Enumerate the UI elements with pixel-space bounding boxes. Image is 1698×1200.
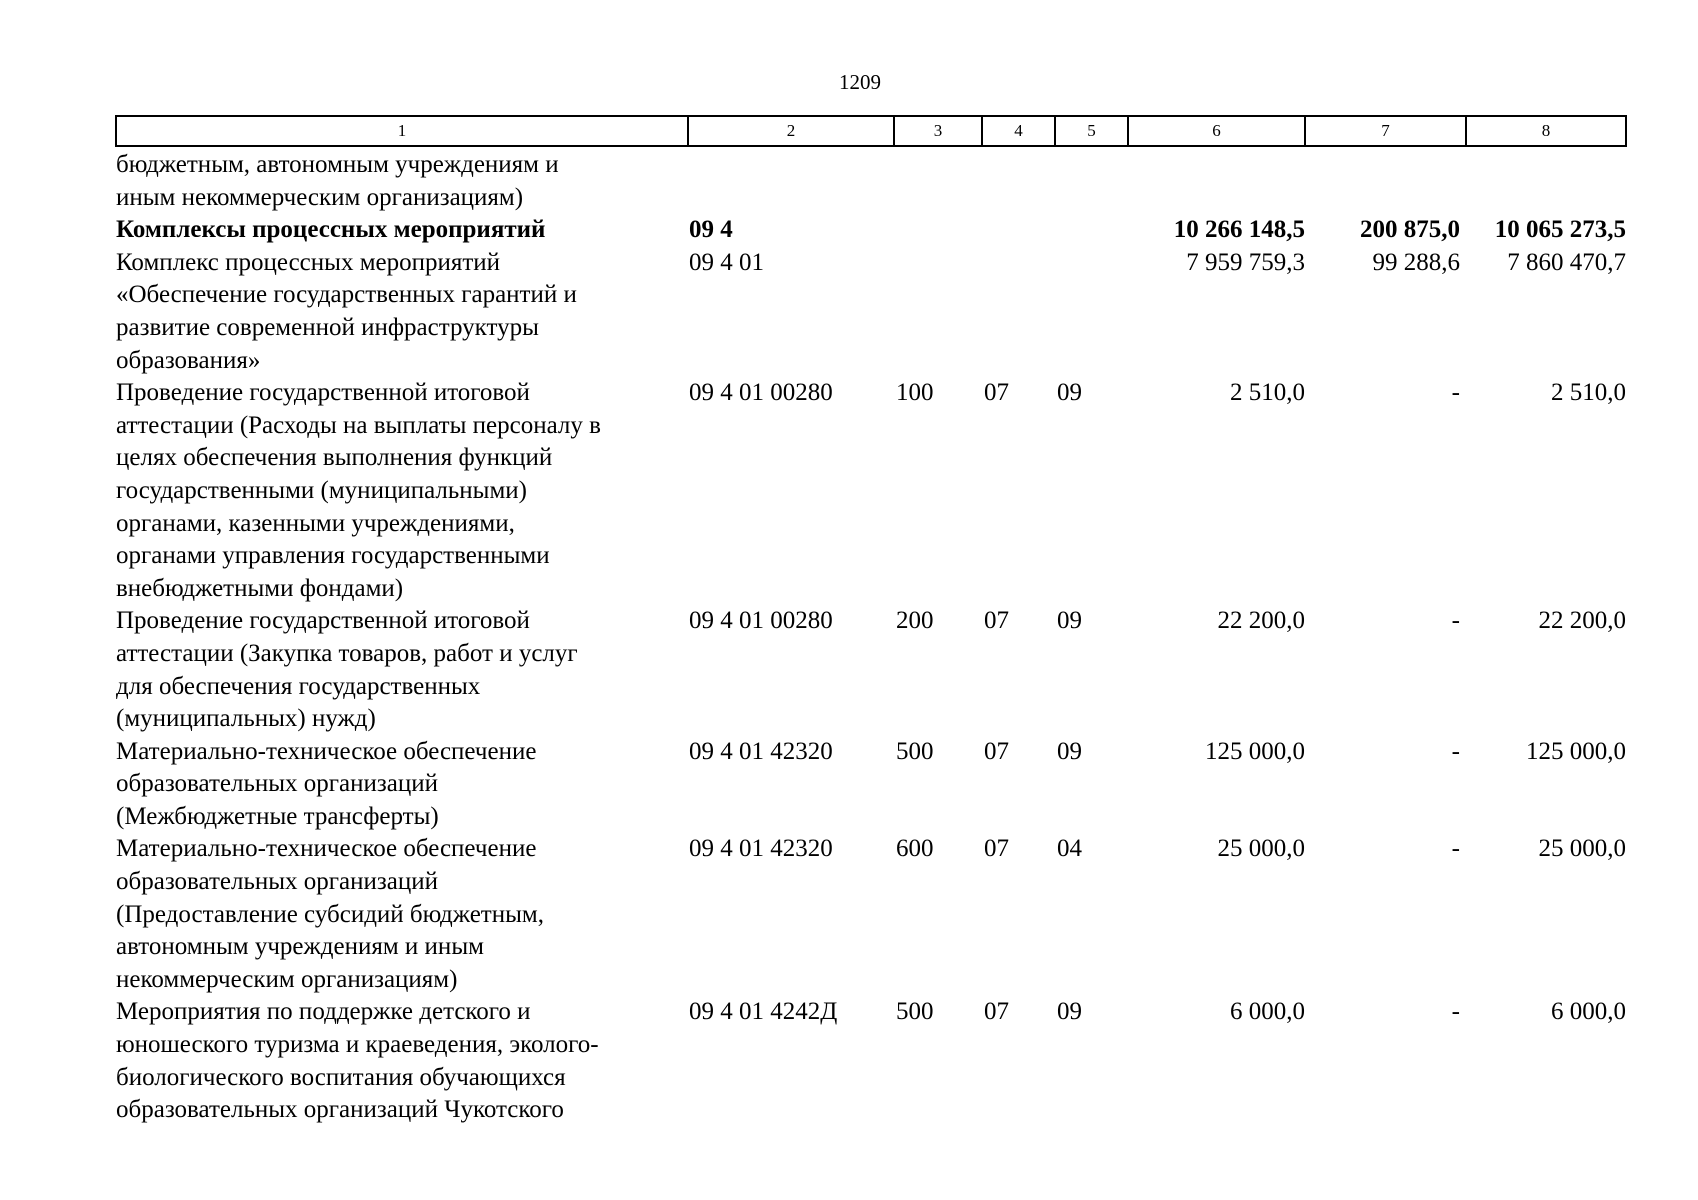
column-number-5: 5 (1055, 116, 1128, 146)
amount-column-8 (1466, 146, 1626, 214)
row-description: Комплекс процессных мероприятий «Обеспечение государственных гарантий и развитие современной инфраструктуры образования» (116, 248, 577, 374)
target-article-code: 09 4 01 42320 (689, 737, 833, 765)
subsection-code: 04 (1057, 835, 1082, 863)
amount-total: 125 000,0 (1205, 737, 1305, 765)
table-row (116, 833, 1626, 996)
expense-type-code: 200 (896, 607, 934, 635)
subsection-code (1055, 247, 1128, 377)
amount-column-8: 25 000,0 (1538, 835, 1626, 863)
column-number-row (116, 116, 1626, 146)
subsection-code (1055, 146, 1128, 214)
table-body (116, 146, 1626, 1127)
row-description: Проведение государственной итоговой аттестации (Закупка товаров, работ и услуг для обеспечения государственных (муниципальных) нужд) (116, 607, 578, 733)
expense-type-code (894, 247, 982, 377)
amount-column-7: 99 288,6 (1372, 248, 1460, 276)
amount-total: 6 000,0 (1230, 998, 1305, 1026)
subsection-code: 09 (1057, 379, 1082, 407)
row-description: Мероприятия по поддержке детского и юношеского туризма и краеведения, эколого- биологического воспитания обучающихся образовательных организаций Чукотского (116, 998, 599, 1124)
column-number-2: 2 (688, 116, 894, 146)
amount-total: 7 959 759,3 (1186, 248, 1305, 276)
amount-column-7: - (1451, 835, 1460, 863)
amount-column-7: - (1451, 607, 1460, 635)
row-description: бюджетным, автономным учреждениям и иным некоммерческим организациям) (116, 151, 559, 211)
amount-column-7 (1305, 146, 1466, 214)
amount-column-8: 10 065 273,5 (1494, 216, 1626, 244)
target-article-code: 09 4 01 4242Д (689, 998, 838, 1026)
section-code: 07 (984, 607, 1009, 635)
section-code: 07 (984, 998, 1009, 1026)
column-number-6: 6 (1128, 116, 1305, 146)
amount-column-7: - (1451, 737, 1460, 765)
section-code (982, 146, 1055, 214)
table-row (116, 146, 1626, 214)
table-row (116, 377, 1626, 605)
column-number-4: 4 (982, 116, 1055, 146)
table-row (116, 996, 1626, 1126)
amount-column-8: 22 200,0 (1538, 607, 1626, 635)
column-number-3: 3 (894, 116, 982, 146)
amount-column-8: 125 000,0 (1526, 737, 1626, 765)
expense-type-code: 100 (896, 379, 934, 407)
row-description: Материально-техническое обеспечение образовательных организаций (Межбюджетные трансферты) (116, 737, 537, 830)
target-article-code: 09 4 01 (689, 248, 764, 276)
amount-column-7: - (1451, 998, 1460, 1026)
section-code: 07 (984, 737, 1009, 765)
row-description: Комплексы процессных мероприятий (116, 216, 546, 244)
column-number-1: 1 (116, 116, 688, 146)
target-article-code: 09 4 (689, 216, 733, 244)
amount-total: 25 000,0 (1217, 835, 1305, 863)
table-row (116, 247, 1626, 377)
section-code (982, 214, 1055, 247)
subsection-code: 09 (1057, 607, 1082, 635)
section-code: 07 (984, 835, 1009, 863)
budget-table (115, 115, 1627, 1127)
amount-column-8: 6 000,0 (1551, 998, 1626, 1026)
table-row (116, 214, 1626, 247)
amount-total (1128, 146, 1305, 214)
column-number-7: 7 (1305, 116, 1466, 146)
table-row (116, 736, 1626, 834)
column-number-8: 8 (1466, 116, 1626, 146)
subsection-code: 09 (1057, 737, 1082, 765)
subsection-code: 09 (1057, 998, 1082, 1026)
target-article-code: 09 4 01 42320 (689, 835, 833, 863)
page-number: 1209 (839, 70, 881, 94)
expense-type-code: 600 (896, 835, 934, 863)
expense-type-code (894, 214, 982, 247)
amount-column-8: 2 510,0 (1551, 379, 1626, 407)
amount-total: 2 510,0 (1230, 379, 1305, 407)
target-article-code: 09 4 01 00280 (689, 379, 833, 407)
section-code: 07 (984, 379, 1009, 407)
amount-column-7: 200 875,0 (1360, 216, 1460, 244)
expense-type-code: 500 (896, 998, 934, 1026)
row-description: Проведение государственной итоговой аттестации (Расходы на выплаты персоналу в целях обеспечения выполнения функций государственными (муниципальными) органами, казенными учреждениями, органами управления государственными внебюджетными фондами) (116, 379, 601, 602)
section-code (982, 247, 1055, 377)
target-article-code: 09 4 01 00280 (689, 607, 833, 635)
table-row (116, 605, 1626, 735)
expense-type-code: 500 (896, 737, 934, 765)
amount-column-8: 7 860 470,7 (1507, 248, 1626, 276)
expense-type-code (894, 146, 982, 214)
amount-column-7: - (1451, 379, 1460, 407)
subsection-code (1055, 214, 1128, 247)
amount-total: 22 200,0 (1217, 607, 1305, 635)
row-description: Материально-техническое обеспечение образовательных организаций (Предоставление субсидий бюджетным, автономным учреждениям и иным некоммерческим организациям) (116, 835, 544, 993)
target-article-code (688, 146, 894, 214)
amount-total: 10 266 148,5 (1173, 216, 1305, 244)
